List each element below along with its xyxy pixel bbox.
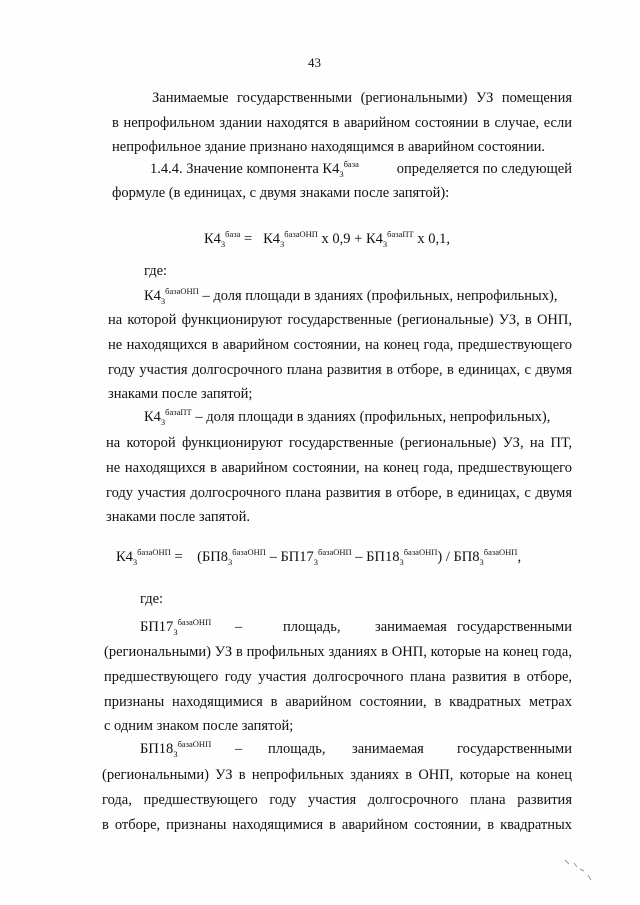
formula-k43-onp [116,548,521,566]
f2-b-sub: 3 [313,556,318,567]
def3-sup: базаОНП [177,617,212,628]
def1-sub: 3 [160,295,166,306]
def1-line-4: году участия долгосрочного плана развития в отборе, в единицах, с двумя [108,362,572,378]
def2-line-3: не находящихся в аварийном состоянии, на конец года, предшествующего [106,460,572,476]
f2-lhs-sub: 3 [132,556,138,567]
para2-sup: база [343,159,359,170]
def2-line-4: году участия долгосрочного плана развития в отборе, в единицах, с двумя [106,485,572,501]
f2-lhs: К4 [116,549,133,565]
f2-eq: = [174,549,183,565]
def3-word-1: площадь, [283,619,341,635]
def4-line-1 [140,740,572,758]
f1-t1-sup: базаОНП [284,229,318,240]
f2-lhs-sup: базаОНП [137,547,171,558]
def1-sup: базаОНП [165,286,199,297]
para2-sub: 3 [339,168,344,179]
para2-tail: определяется по следующей [396,161,572,177]
f2-m2: – БП18 [355,549,400,565]
def4-word-2: занимаемая [352,741,424,757]
f2-b-sup: базаОНП [318,547,352,558]
def3-line-4: признаны находящимися в аварийном состоянии, в квадратных метрах [104,694,572,710]
f1-mul1: х 0,9 + [321,231,363,247]
def4-line-4: в отборе, признаны находящимися в аварийном состоянии, в квадратных [102,817,572,833]
f1-lhs-sub: 3 [220,238,226,249]
f2-d-sup: базаОНП [483,547,518,558]
scan-mark-decoration [560,855,600,885]
def3-word-3: государственными [456,619,572,635]
para1-line-1: Занимаемые государственными (региональными) УЗ помещения [152,90,572,106]
f1-lhs-sup: база [225,229,241,240]
f2-m1: – БП17 [269,549,314,565]
f2-c-sup: базаОНП [403,547,438,558]
def1-text-1: – доля площади в зданиях (профильных, непрофильных), [202,288,558,304]
f2-d-sub: 3 [479,556,484,567]
f2-a-sup: базаОНП [232,547,266,558]
def4-line-2: (региональными) УЗ в непрофильных зданиях в ОНП, которые на конец [102,767,572,783]
def3-sub: 3 [173,626,178,637]
formula-k43-base [204,230,450,248]
para2-line-1 [150,160,572,178]
def3-line-3: предшествующего году участия долгосрочного плана развития в отборе, [104,669,572,685]
f1-t1-sub: 3 [280,238,285,249]
f1-t2-sup: базаПТ [387,229,414,240]
page-number: 43 [308,55,321,70]
para2-intro: 1.4.4. Значение компонента К4 [150,161,340,177]
def4-symbol: БП18 [140,741,174,757]
f2-end: , [517,549,522,565]
where-label-2: где: [140,591,164,607]
def3-line-2: (региональными) УЗ в профильных зданиях в ОНП, которые на конец года, [104,644,572,660]
def4-dash: – [235,741,243,757]
f1-t2: К4 [365,231,383,247]
def1-line-5: знаками после запятой; [108,386,253,402]
def2-sup: базаПТ [165,407,192,418]
def3-symbol: БП17 [140,619,174,635]
f2-div: ) / БП8 [437,549,480,565]
def2-text-1: – доля площади в зданиях (профильных, непрофильных), [195,409,551,425]
para1-line-2: в непрофильном здании находятся в аварийном состоянии в случае, если [112,115,572,131]
def2-line-1 [144,408,572,426]
def4-line-3: года, предшествующего году участия долгосрочного плана развития [102,792,572,808]
f1-lhs: К4 [204,231,221,247]
def2-line-5: знаками после запятой. [106,509,251,525]
f1-t1: К4 [263,231,281,247]
def2-sub: 3 [160,416,166,427]
def1-line-1 [144,287,572,305]
f1-mul2: х 0,1, [417,231,450,247]
def2-symbol: К4 [144,409,161,425]
def3-dash: – [235,619,243,635]
f2-open: (БП8 [197,549,229,565]
def1-line-2: на которой функционируют государственные (региональные) УЗ, в ОНП, [108,312,572,328]
def3-line-5: с одним знаком после запятой; [104,718,294,734]
def4-sup: базаОНП [177,739,212,750]
def1-line-3: не находящихся в аварийном состоянии, на конец года, предшествующего [108,337,572,353]
para1-line-3: непрофильное здание признано находящимся в аварийном состоянии. [112,139,545,155]
def4-word-1: площадь, [268,741,326,757]
def3-line-1 [140,618,572,636]
f1-eq: = [244,231,253,247]
f2-c-sub: 3 [399,556,404,567]
f2-a-sub: 3 [228,556,233,567]
def4-sub: 3 [173,748,178,759]
def3-word-2: занимаемая [375,619,447,635]
def4-word-3: государственными [456,741,572,757]
def2-line-2: на которой функционируют государственные (региональные) УЗ, на ПТ, [106,435,572,451]
def1-symbol: К4 [144,288,161,304]
para2-line-2: формуле (в единицах, с двумя знаками после запятой): [112,185,450,201]
f1-t2-sub: 3 [382,238,388,249]
where-label-1: где: [144,263,168,279]
